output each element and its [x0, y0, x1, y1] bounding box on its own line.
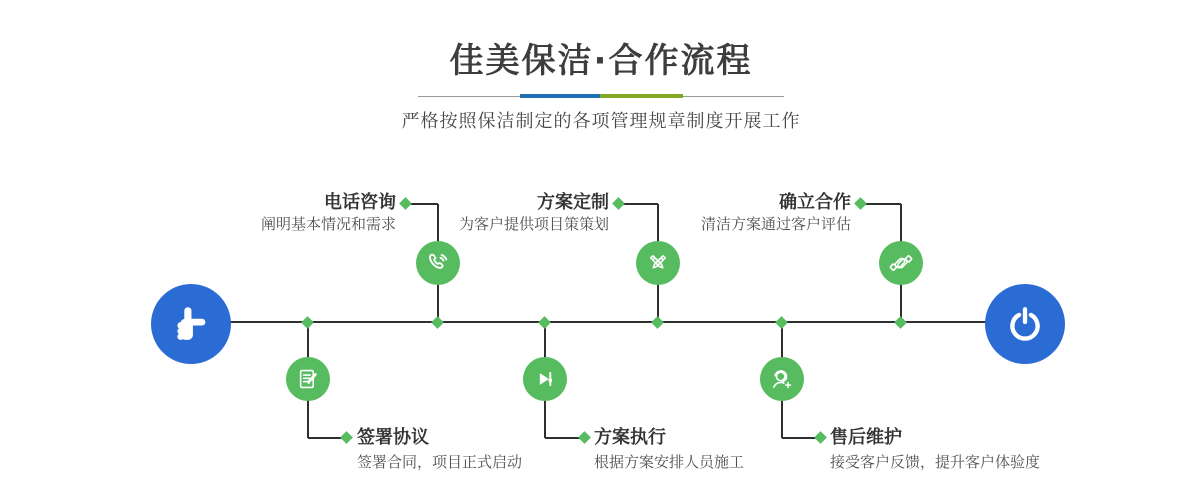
step-node-establish-cooperation	[879, 241, 923, 285]
connector-line	[782, 437, 818, 439]
step-title: 售后维护	[830, 427, 902, 448]
step-node-plan-execution	[523, 357, 567, 401]
contract-icon	[295, 366, 321, 392]
power-icon	[1004, 303, 1046, 345]
step-desc: 为客户提供项目策策划	[458, 215, 609, 233]
timeline-node-diamond	[301, 316, 314, 329]
headset-plus-icon	[769, 366, 795, 392]
phone-icon	[425, 250, 451, 276]
step-node-plan-customization	[636, 241, 680, 285]
step-title: 方案定制	[537, 192, 609, 213]
timeline-node-diamond	[651, 316, 664, 329]
label-diamond	[814, 431, 827, 444]
label-diamond	[854, 197, 867, 210]
label-diamond	[399, 197, 412, 210]
end-terminal	[985, 284, 1065, 364]
timeline-node-diamond	[775, 316, 788, 329]
connector-line	[864, 203, 901, 205]
step-title: 确立合作	[779, 192, 851, 213]
step-node-aftersales-maintenance	[760, 357, 804, 401]
page-title: 佳美保洁·合作流程	[449, 41, 753, 81]
label-diamond	[340, 431, 353, 444]
crossed-pencils-icon	[645, 250, 671, 276]
timeline-node-diamond	[894, 316, 907, 329]
timeline-node-diamond	[431, 316, 444, 329]
timeline-node-diamond	[538, 316, 551, 329]
divider-green-segment	[600, 94, 683, 98]
play-icon	[532, 366, 558, 392]
step-node-sign-agreement	[286, 357, 330, 401]
step-desc: 签署合同，项目正式启动	[357, 453, 523, 471]
step-node-phone-consult	[416, 241, 460, 285]
step-desc: 接受客户反馈，提升客户体验度	[830, 453, 1041, 471]
step-title: 签署协议	[357, 427, 429, 448]
step-title: 方案执行	[594, 427, 666, 448]
divider-blue-segment	[520, 94, 600, 98]
step-desc: 清洁方案通过客户评估	[700, 215, 851, 233]
page-subtitle: 严格按照保洁制定的各项管理规章制度开展工作	[401, 111, 801, 132]
step-desc: 阐明基本情况和需求	[260, 215, 396, 233]
step-title: 电话咨询	[324, 192, 396, 213]
label-diamond	[612, 197, 625, 210]
step-desc: 根据方案安排人员施工	[594, 453, 745, 471]
connector-line	[622, 203, 658, 205]
start-terminal	[151, 284, 231, 364]
pointing-hand-icon	[168, 301, 214, 347]
label-diamond	[578, 431, 591, 444]
connector-line	[545, 437, 582, 439]
timeline-line	[220, 321, 990, 323]
handshake-icon	[888, 250, 914, 276]
